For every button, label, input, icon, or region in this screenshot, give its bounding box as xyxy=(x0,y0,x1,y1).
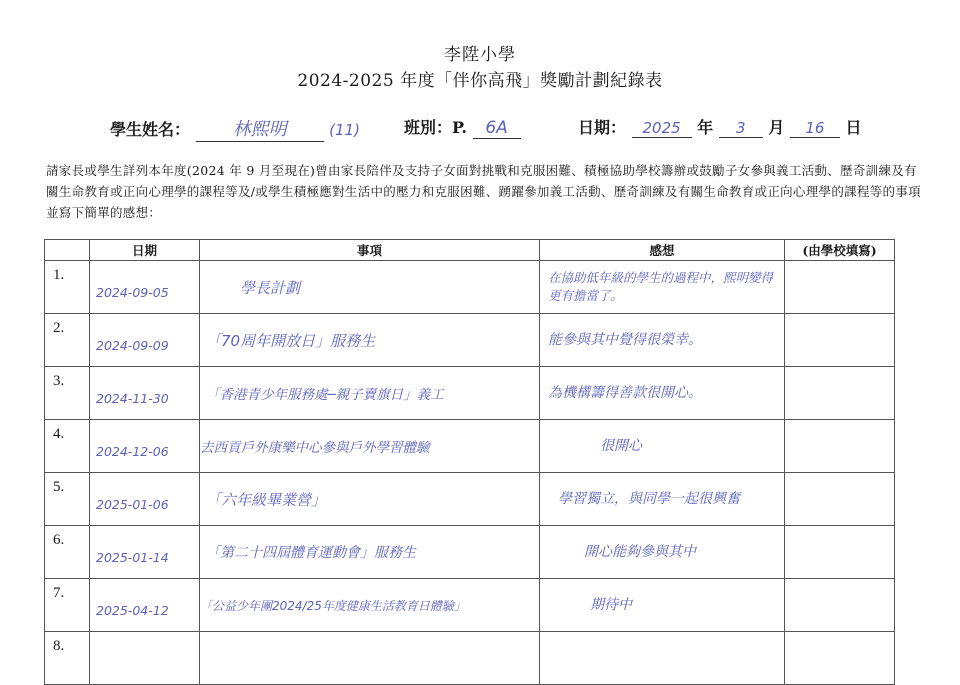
header-date: 日期 xyxy=(90,240,200,261)
row-school-use[interactable] xyxy=(785,314,895,367)
row-feeling[interactable] xyxy=(540,261,785,314)
table-row xyxy=(45,261,895,314)
row-feeling-text: 學習獨立，與同學一起很興奮 xyxy=(558,491,740,507)
row-date-text: 2025-01-06 xyxy=(96,496,169,512)
row-item-text: 「香港青少年服務處─親子賣旗日」義工 xyxy=(206,387,444,403)
row-item-text: 「第二十四屆體育運動會」服務生 xyxy=(206,545,416,561)
table-row xyxy=(45,367,895,420)
class-label: 班別：P. xyxy=(404,118,467,137)
row-item-text: 「六年級畢業營」 xyxy=(206,490,327,509)
row-item-text: 去西貢戶外康樂中心參與戶外學習體驗 xyxy=(200,440,430,456)
instructions-text: 請家長或學生詳列本年度(2024 年 9 月至現在)曾由家長陪伴及支持子女面對挑戰和克服困難、積極協助學校籌辦或鼓勵子女參與義工活動、歷奇訓練及有關生命教育或正向心理學的課程等及/或學生積極應對生活中的壓力和克服困難、踴躍參加義工活動、歷奇訓練及有關生命教育或正向心理學的課程等的事項並寫下簡單的感想： xyxy=(46,163,921,220)
month-char: 月 xyxy=(768,118,785,137)
row-item[interactable] xyxy=(200,579,540,632)
row-item[interactable] xyxy=(200,420,540,473)
table-row xyxy=(45,473,895,526)
row-feeling-text: 在協助低年級的學生的過程中，熙明變得更有擔當了。 xyxy=(548,270,774,303)
row-item-text: 「公益少年團2024/25年度健康生活教育日體驗」 xyxy=(200,598,466,613)
row-school-use[interactable] xyxy=(785,526,895,579)
row-date-text: 2025-01-14 xyxy=(96,549,169,565)
header-item: 事項 xyxy=(200,240,540,261)
row-feeling-text: 開心能夠參與其中 xyxy=(584,544,696,560)
row-feeling[interactable] xyxy=(540,579,785,632)
row-school-use[interactable] xyxy=(785,367,895,420)
table-row xyxy=(45,632,895,685)
row-date-text: 2025-04-12 xyxy=(96,602,169,618)
row-number: 7. xyxy=(45,579,90,632)
student-name-field[interactable]: 林熙明 xyxy=(196,115,324,142)
row-feeling[interactable] xyxy=(540,420,785,473)
row-feeling[interactable] xyxy=(540,367,785,420)
row-number: 1. xyxy=(45,261,90,314)
form-title: 2024-2025 年度「伴你高飛」獎勵計劃紀錄表 xyxy=(297,71,663,91)
row-number: 3. xyxy=(45,367,90,420)
header-school-use: (由學校填寫) xyxy=(785,240,895,261)
table-header-row xyxy=(45,240,895,261)
row-school-use[interactable] xyxy=(785,261,895,314)
row-date[interactable] xyxy=(90,632,200,685)
row-number: 4. xyxy=(45,420,90,473)
student-name-row xyxy=(110,115,360,142)
row-date[interactable] xyxy=(90,420,200,473)
row-number: 6. xyxy=(45,526,90,579)
row-date[interactable] xyxy=(90,261,200,314)
row-item[interactable] xyxy=(200,632,540,685)
class-row xyxy=(404,115,521,139)
row-feeling-text: 很開心 xyxy=(600,438,642,454)
row-feeling[interactable] xyxy=(540,473,785,526)
row-item[interactable] xyxy=(200,367,540,420)
row-feeling-text: 為機構籌得善款很開心。 xyxy=(548,385,702,401)
day-char: 日 xyxy=(845,118,862,137)
row-feeling[interactable] xyxy=(540,632,785,685)
year-char: 年 xyxy=(697,118,714,137)
date-day-field[interactable]: 16 xyxy=(790,119,840,138)
row-school-use[interactable] xyxy=(785,473,895,526)
row-date[interactable] xyxy=(90,579,200,632)
row-item[interactable] xyxy=(200,314,540,367)
class-field[interactable]: 6A xyxy=(473,118,521,139)
row-item[interactable] xyxy=(200,261,540,314)
row-school-use[interactable] xyxy=(785,420,895,473)
row-school-use[interactable] xyxy=(785,579,895,632)
row-date-text: 2024-09-05 xyxy=(96,284,169,300)
table-row xyxy=(45,314,895,367)
class-number: (11) xyxy=(329,121,360,139)
row-feeling-text: 能參與其中覺得很榮幸。 xyxy=(548,332,702,348)
row-feeling[interactable] xyxy=(540,526,785,579)
date-month-field[interactable]: 3 xyxy=(719,119,763,138)
header-number xyxy=(45,240,90,261)
date-row xyxy=(578,115,862,138)
row-date-text: 2024-11-30 xyxy=(96,390,169,406)
row-school-use[interactable] xyxy=(785,632,895,685)
row-item[interactable] xyxy=(200,473,540,526)
row-date[interactable] xyxy=(90,314,200,367)
row-item-text: 「70周年開放日」服務生 xyxy=(206,331,376,350)
date-year-field[interactable]: 2025 xyxy=(632,119,692,138)
row-number: 5. xyxy=(45,473,90,526)
row-number: 2. xyxy=(45,314,90,367)
table-row xyxy=(45,579,895,632)
row-feeling-text: 期待中 xyxy=(590,597,632,613)
row-item[interactable] xyxy=(200,526,540,579)
date-label: 日期： xyxy=(578,118,627,137)
row-number: 8. xyxy=(45,632,90,685)
row-date[interactable] xyxy=(90,473,200,526)
row-date[interactable] xyxy=(90,367,200,420)
row-date-text: 2024-09-09 xyxy=(96,337,169,353)
row-date-text: 2024-12-06 xyxy=(96,443,169,459)
row-feeling[interactable] xyxy=(540,314,785,367)
row-item-text: 學長計劃 xyxy=(240,278,301,297)
row-date[interactable] xyxy=(90,526,200,579)
table-row xyxy=(45,420,895,473)
header-feeling: 感想 xyxy=(540,240,785,261)
record-table xyxy=(44,239,895,685)
student-name-label: 學生姓名： xyxy=(110,120,191,139)
table-row xyxy=(45,526,895,579)
school-name: 李陞小學 xyxy=(444,45,516,65)
